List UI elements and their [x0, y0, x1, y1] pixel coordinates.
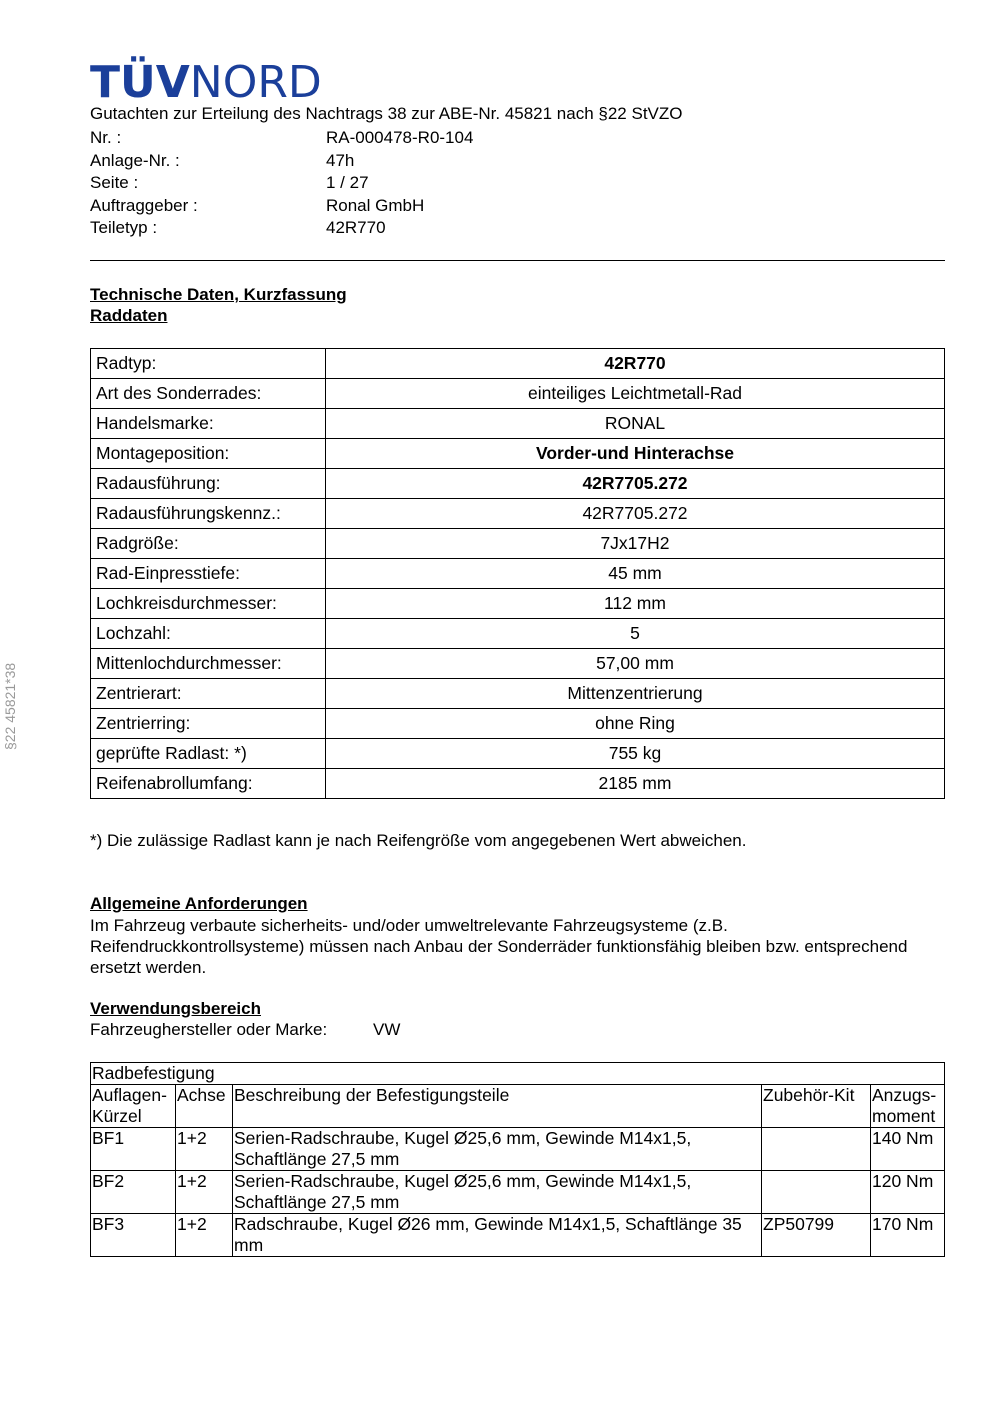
wheel-data-label: Radausführung: [91, 469, 326, 499]
wheel-data-label: Art des Sonderrades: [91, 379, 326, 409]
general-requirements-text: Im Fahrzeug verbaute sicherheits- und/oder umweltrelevante Fahrzeugsysteme (z.B. Reifendruckkontrollsysteme) müssen nach Anbau der Sonderräder funktionsfähig bleiben bzw. entsprechend ersetzt werden. [90, 916, 908, 977]
wheel-data-row [91, 649, 945, 679]
wheel-data-row [91, 769, 945, 799]
wheel-data-value: 755 kg [326, 739, 945, 769]
wheel-data-label: Radtyp: [91, 349, 326, 379]
wheel-data-row [91, 379, 945, 409]
fixing-row [91, 1128, 945, 1171]
header-cell: Auflagen-Kürzel [91, 1085, 176, 1128]
fixing-caption: Radbefestigung [91, 1063, 945, 1085]
meta-row [90, 150, 690, 173]
wheel-data-row [91, 559, 945, 589]
wheel-fixing-table [90, 1062, 945, 1257]
wheel-data-value: Mittenzentrierung [326, 679, 945, 709]
wheel-data-value: 5 [326, 619, 945, 649]
fixing-header-row [91, 1085, 945, 1128]
fixing-cell: 1+2 [176, 1171, 233, 1214]
wheel-data-label: Radgröße: [91, 529, 326, 559]
header-cell: Beschreibung der Befestigungsteile [233, 1085, 762, 1128]
fixing-cell [762, 1171, 871, 1214]
wheel-data-value: 7Jx17H2 [326, 529, 945, 559]
wheel-data-row [91, 349, 945, 379]
wheel-data-row [91, 679, 945, 709]
fixing-cell: BF1 [91, 1128, 176, 1171]
wheel-data-row [91, 529, 945, 559]
meta-row [90, 217, 690, 240]
meta-label: Nr. : [90, 128, 122, 147]
wheel-data-label: geprüfte Radlast: *) [91, 739, 326, 769]
meta-value: 1 / 27 [326, 173, 369, 192]
manufacturer-value: VW [373, 1020, 401, 1039]
wheel-data-label: Montageposition: [91, 439, 326, 469]
section-heading-scope: Verwendungsbereich [90, 999, 261, 1018]
fixing-row [91, 1171, 945, 1214]
wheel-data-value: ohne Ring [326, 709, 945, 739]
wheel-data-label: Rad-Einpresstiefe: [91, 559, 326, 589]
wheel-data-row [91, 589, 945, 619]
meta-row [90, 172, 690, 195]
meta-value: Ronal GmbH [326, 195, 425, 215]
meta-label: Teiletyp : [90, 218, 158, 237]
fixing-cell: BF3 [91, 1214, 176, 1257]
footnote: *) Die zulässige Radlast kann je nach Reifengröße vom angegebenen Wert abweichen. [90, 831, 747, 850]
wheel-data-value: einteiliges Leichtmetall-Rad [326, 379, 945, 409]
meta-label: Seite : [90, 173, 139, 192]
wheel-data-label: Radausführungskennz.: [91, 499, 326, 529]
header-cell: Anzugs-moment [871, 1085, 945, 1128]
fixing-cell: 1+2 [176, 1128, 233, 1171]
wheel-data-row [91, 499, 945, 529]
header-divider [90, 260, 945, 261]
wheel-data-label: Zentrierart: [91, 679, 326, 709]
wheel-data-label: Zentrierring: [91, 709, 326, 739]
wheel-data-row [91, 469, 945, 499]
fixing-cell: Serien-Radschraube, Kugel Ø25,6 mm, Gewinde M14x1,5, Schaftlänge 27,5 mm [233, 1171, 762, 1214]
fixing-cell: BF2 [91, 1171, 176, 1214]
wheel-data-row [91, 709, 945, 739]
meta-value: 47h [326, 150, 355, 170]
wheel-data-label: Reifenabrollumfang: [91, 769, 326, 799]
meta-label: Auftraggeber : [90, 195, 198, 215]
fixing-cell: 120 Nm [871, 1171, 945, 1214]
wheel-data-value: 2185 mm [326, 769, 945, 799]
wheel-data-label: Lochkreisdurchmesser: [91, 589, 326, 619]
meta-block [90, 127, 690, 240]
manufacturer-line [90, 1020, 400, 1040]
wheel-data-label: Lochzahl: [91, 619, 326, 649]
logo-part-2: NORD [189, 57, 322, 108]
meta-label: Anlage-Nr. : [90, 150, 180, 170]
meta-value: 42R770 [326, 218, 386, 237]
side-reference-text: §22 45821*38 [2, 662, 18, 750]
section-heading-technical-data: Technische Daten, Kurzfassung [90, 285, 347, 304]
fixing-row [91, 1214, 945, 1257]
fixing-cell: ZP50799 [762, 1214, 871, 1257]
meta-row [90, 195, 690, 218]
logo-part-1: TÜV [90, 57, 190, 108]
header-cell: Achse [176, 1085, 233, 1128]
wheel-data-value: 112 mm [326, 589, 945, 619]
meta-row [90, 127, 690, 150]
wheel-data-row [91, 619, 945, 649]
fixing-cell: 140 Nm [871, 1128, 945, 1171]
tuv-nord-logo [90, 57, 322, 108]
section-subheading-wheel-data: Raddaten [90, 306, 168, 325]
wheel-data-label: Handelsmarke: [91, 409, 326, 439]
manufacturer-label: Fahrzeughersteller oder Marke: [90, 1020, 328, 1039]
document-title: Gutachten zur Erteilung des Nachtrags 38 zur ABE-Nr. 45821 nach §22 StVZO [90, 104, 683, 123]
wheel-data-label: Mittenlochdurchmesser: [91, 649, 326, 679]
fixing-cell: 170 Nm [871, 1214, 945, 1257]
wheel-data-value: Vorder-und Hinterachse [326, 439, 945, 469]
wheel-data-value: 45 mm [326, 559, 945, 589]
wheel-data-row [91, 439, 945, 469]
fixing-cell: Serien-Radschraube, Kugel Ø25,6 mm, Gewinde M14x1,5, Schaftlänge 27,5 mm [233, 1128, 762, 1171]
wheel-data-row [91, 739, 945, 769]
wheel-data-value: 42R7705.272 [326, 499, 945, 529]
fixing-cell [762, 1128, 871, 1171]
wheel-data-value: 57,00 mm [326, 649, 945, 679]
section-heading-general-requirements: Allgemeine Anforderungen [90, 894, 308, 913]
fixing-caption-row [91, 1063, 945, 1085]
wheel-data-table [90, 348, 945, 799]
meta-value: RA-000478-R0-104 [326, 128, 474, 147]
fixing-cell: 1+2 [176, 1214, 233, 1257]
wheel-data-value: RONAL [326, 409, 945, 439]
wheel-data-value: 42R770 [326, 349, 945, 379]
wheel-data-row [91, 409, 945, 439]
header-cell: Zubehör-Kit [762, 1085, 871, 1128]
wheel-data-value: 42R7705.272 [326, 469, 945, 499]
fixing-cell: Radschraube, Kugel Ø26 mm, Gewinde M14x1,5, Schaftlänge 35 mm [233, 1214, 762, 1257]
